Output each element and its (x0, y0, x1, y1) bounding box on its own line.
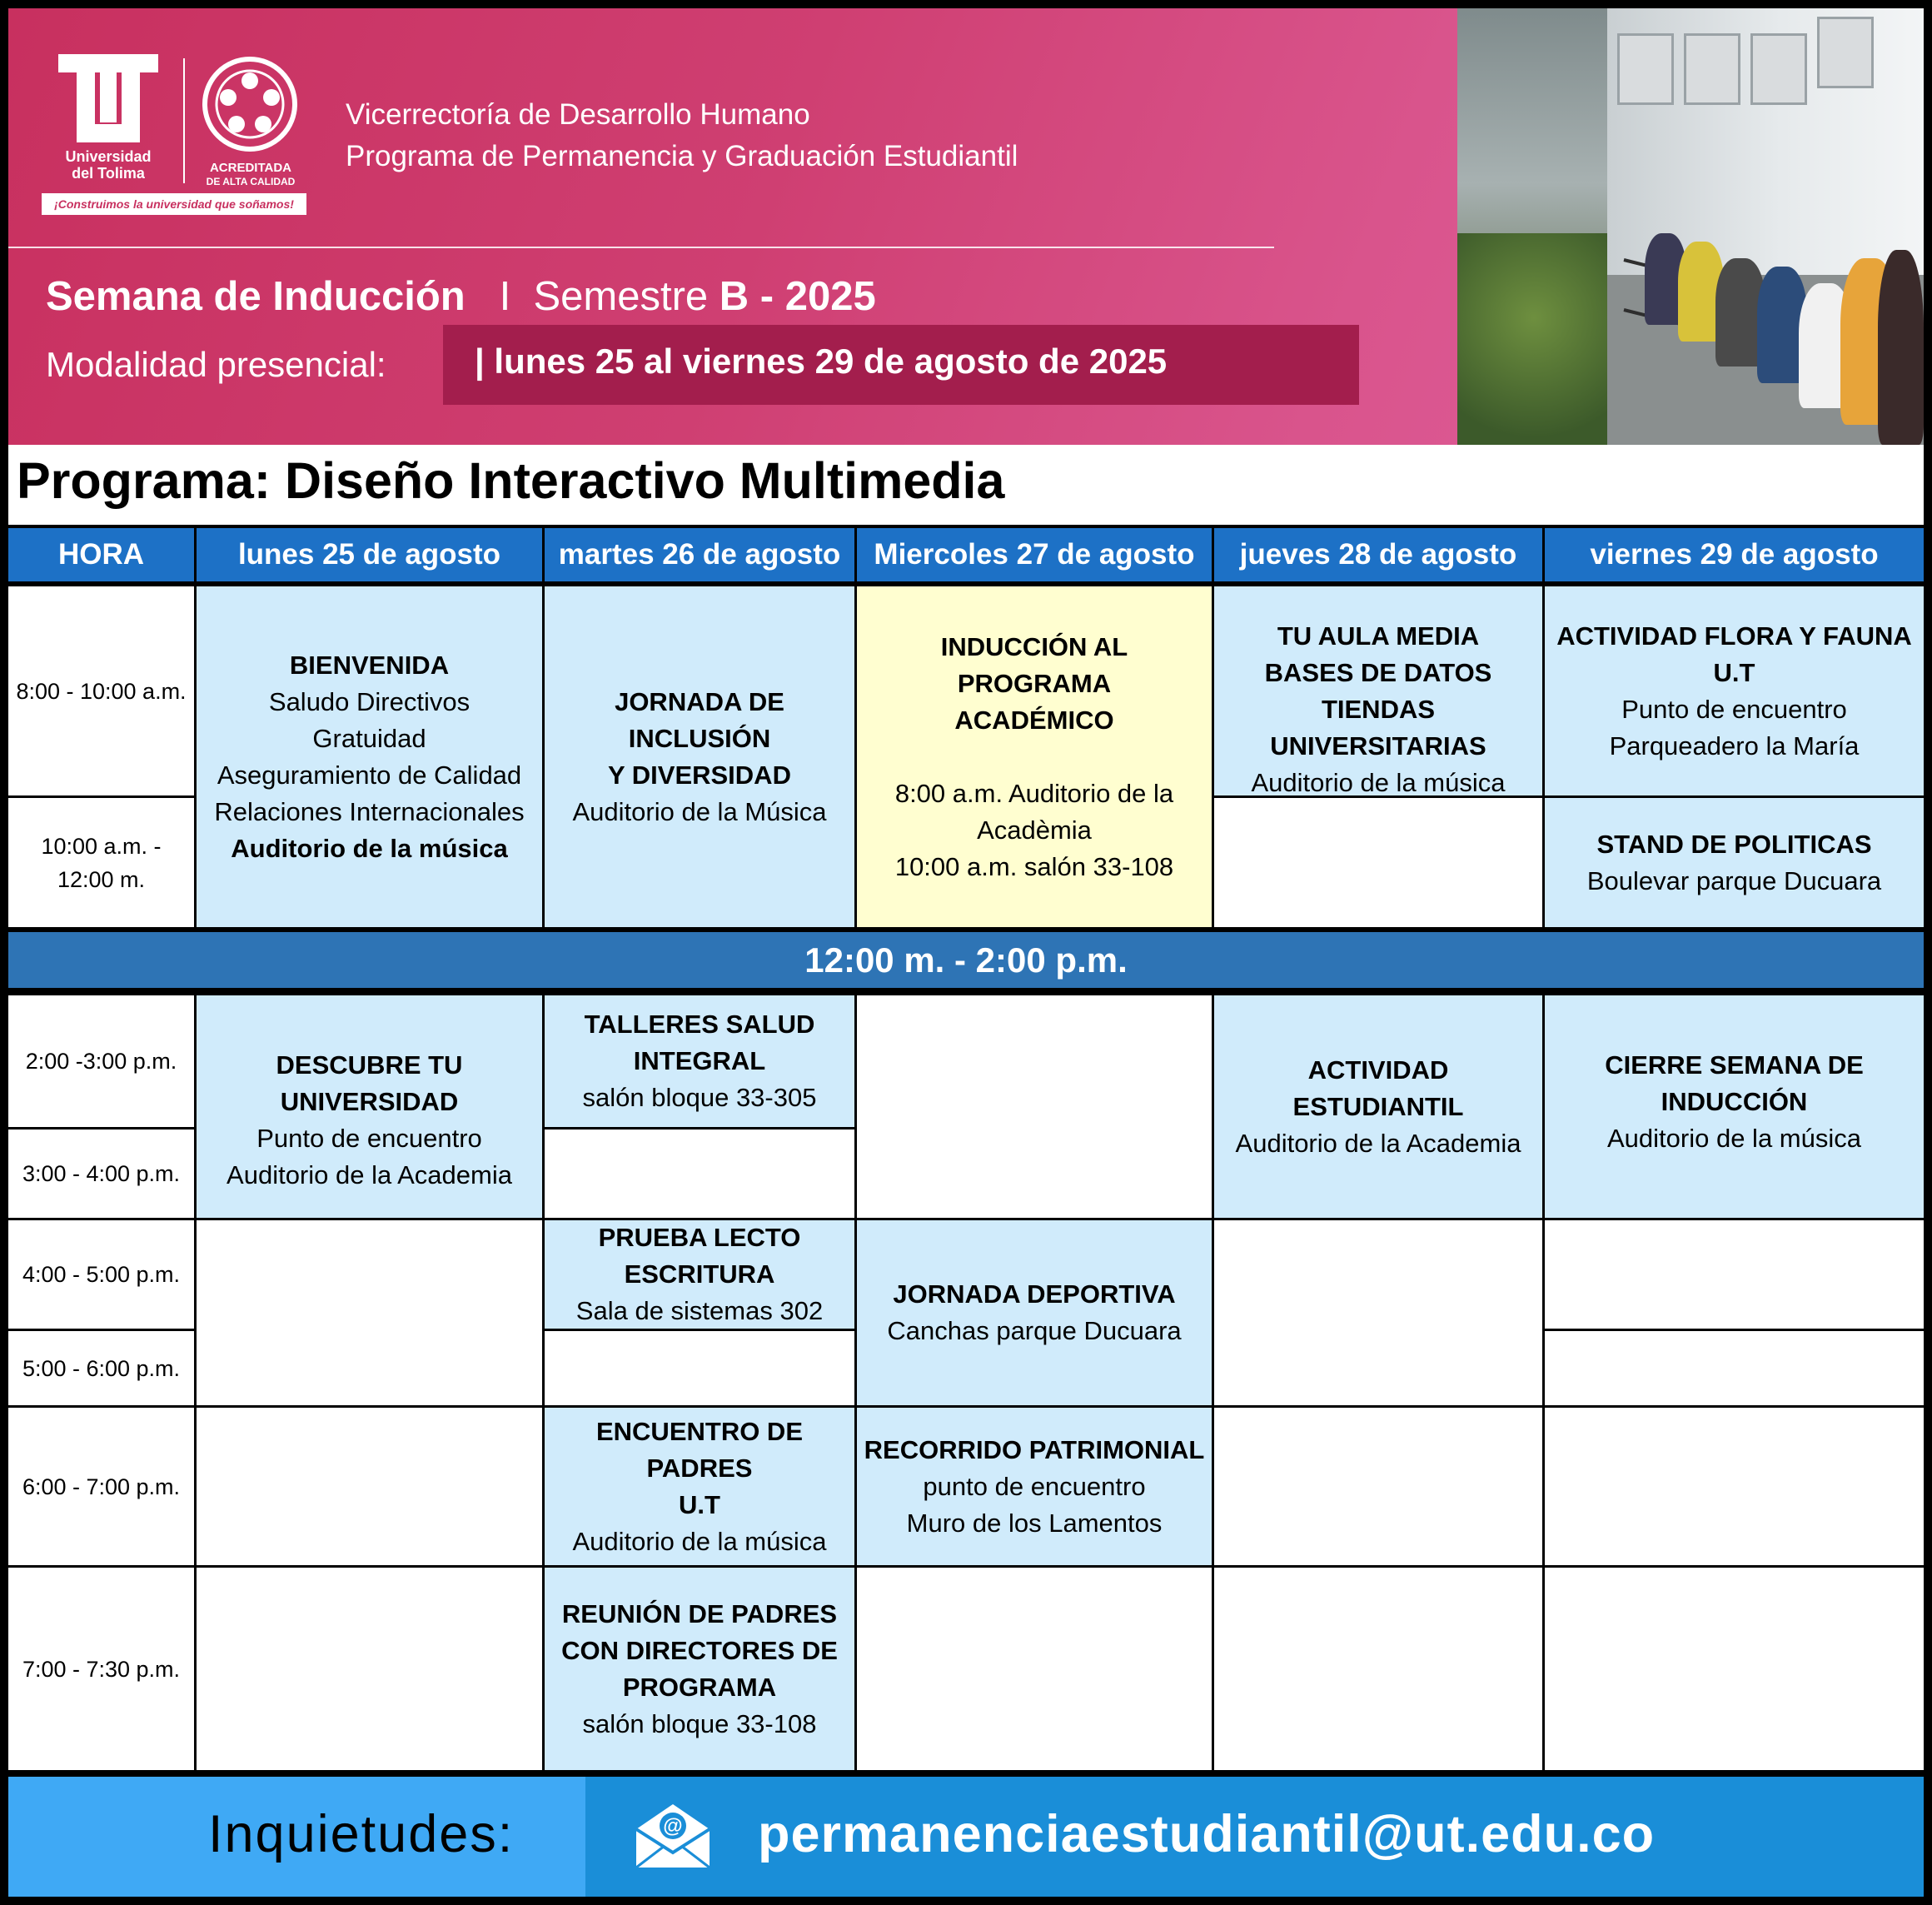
students-photo (1457, 8, 1924, 445)
event-encuentro-padres (545, 1408, 854, 1565)
event-line: Relaciones Internacionales (214, 796, 525, 826)
event-title: RECORRIDO PATRIMONIAL (864, 1434, 1205, 1464)
semestre-prefix: Semestre (533, 274, 709, 319)
event-title: REUNIÓN DE PADRES (561, 1598, 838, 1628)
semana-label: Semana de Inducción (46, 274, 466, 319)
event-title: ACADÉMICO (954, 705, 1114, 735)
semana-heading (46, 273, 876, 320)
ut-logo-name (42, 148, 175, 182)
event-title: ACTIVIDAD ESTUDIANTIL (1292, 1055, 1464, 1121)
event-prueba-lecto (545, 1220, 854, 1329)
lunch-break-band: 12:00 m. - 2:00 p.m. (8, 932, 1924, 988)
empty-slot (197, 1568, 542, 1770)
event-place: salón bloque 33-305 (582, 1083, 817, 1112)
programa-permanencia-text: Programa de Permanencia y Graduación Estudiantil (346, 140, 1018, 172)
time-slot-19 (8, 1568, 194, 1770)
event-line: Auditorio de la Academia (227, 1160, 512, 1189)
empty-slot (1545, 1331, 1924, 1405)
event-jornada-deportiva (857, 1220, 1212, 1405)
event-cierre-semana (1545, 995, 1924, 1218)
event-title: JORNADA DEPORTIVA (893, 1279, 1176, 1309)
event-place: Auditorio de la música (231, 833, 508, 863)
empty-slot (545, 1130, 854, 1218)
event-title: TALLERES SALUD (584, 1010, 815, 1039)
event-place: Auditorio de la música (1251, 768, 1506, 797)
event-title: TIENDAS UNIVERSITARIAS (1270, 695, 1486, 761)
time-slot-14 (8, 995, 194, 1127)
empty-slot (1214, 798, 1542, 927)
modalidad-label: Modalidad presencial: (46, 345, 386, 384)
event-line: punto de encuentro (923, 1471, 1146, 1501)
event-title: U.T (679, 1489, 720, 1519)
event-title: CON DIRECTORES DE (561, 1635, 838, 1665)
time-label: 3:00 - 4:00 p.m. (22, 1161, 181, 1186)
event-title: Y DIVERSIDAD (608, 760, 791, 790)
event-line: 10:00 a.m. salón 33-108 (894, 851, 1174, 881)
event-title: ESCRITURA (624, 1259, 775, 1289)
event-line: Muro de los Lamentos (906, 1508, 1163, 1538)
envelope-at-icon (631, 1801, 715, 1871)
event-title: STAND DE POLITICAS (1596, 829, 1872, 859)
semestre-value: B - 2025 (719, 274, 876, 319)
event-line: Aseguramiento de Calidad (217, 760, 522, 790)
time-label: 7:00 - 7:30 p.m. (22, 1656, 181, 1682)
inquietudes-label: Inquietudes: (208, 1805, 515, 1863)
event-talleres-salud (545, 995, 854, 1127)
event-actividad-estudiantil (1214, 995, 1542, 1218)
svg-text:@: @ (663, 1815, 683, 1838)
header-hora: HORA (8, 528, 194, 581)
header-wednesday: Miercoles 27 de agosto (857, 528, 1212, 581)
event-title: JORNADA DE INCLUSIÓN (615, 686, 784, 753)
event-place: Sala de sistemas 302 (575, 1296, 824, 1325)
time-slot-15 (8, 1130, 194, 1218)
event-jornada-inclusion (545, 586, 854, 927)
event-stand-politicas (1545, 798, 1924, 927)
event-descubre-universidad (197, 995, 542, 1218)
event-line: Parqueadero la María (1609, 731, 1860, 761)
empty-slot (857, 1568, 1212, 1770)
event-place: Auditorio de la Academia (1235, 1128, 1521, 1158)
event-tu-aula-media (1214, 586, 1542, 795)
empty-slot (1545, 1220, 1924, 1329)
accreditation-seal-icon (200, 54, 300, 154)
empty-slot (857, 995, 1212, 1218)
header-thursday: jueves 28 de agosto (1214, 528, 1542, 581)
event-title: CIERRE SEMANA DE (1605, 1050, 1864, 1080)
event-place: Auditorio de la Música (572, 796, 827, 826)
ut-name-line2: del Tolima (72, 165, 145, 182)
time-slot-10 (8, 798, 194, 927)
event-title: BIENVENIDA (289, 650, 450, 680)
accreditation-line1: ACREDITADA (209, 161, 292, 175)
dates-text: | lunes 25 al viernes 29 de agosto de 2025 (475, 342, 1168, 381)
event-title: INDUCCIÓN AL PROGRAMA (940, 631, 1128, 698)
empty-slot (197, 1220, 542, 1405)
empty-slot (1214, 1220, 1542, 1405)
empty-slot (1214, 1568, 1542, 1770)
event-place: Canchas parque Ducuara (887, 1316, 1182, 1345)
empty-slot (1214, 1408, 1542, 1565)
time-label: 6:00 - 7:00 p.m. (22, 1474, 181, 1499)
time-label: 4:00 - 5:00 p.m. (22, 1262, 181, 1287)
ut-logo-icon (58, 54, 158, 146)
empty-slot (1545, 1568, 1924, 1770)
time-label: 2:00 -3:00 p.m. (25, 1049, 177, 1074)
time-label: 5:00 - 6:00 p.m. (22, 1355, 181, 1381)
event-line: Acadèmia (977, 815, 1092, 845)
logo-divider (183, 58, 185, 183)
accreditation-text (193, 162, 308, 188)
empty-slot (197, 1408, 542, 1565)
time-slot-8 (8, 586, 194, 795)
time-label-line2: 12:00 m. (57, 866, 146, 892)
empty-slot (545, 1331, 854, 1405)
event-title: INDUCCIÓN (1661, 1087, 1808, 1116)
ut-name-line1: Universidad (65, 148, 152, 165)
contact-email[interactable]: permanenciaestudiantil@ut.edu.co (758, 1805, 1656, 1863)
program-title: Programa: Diseño Interactivo Multimedia (17, 452, 1005, 509)
empty-slot (1545, 1408, 1924, 1565)
banner-divider (8, 247, 1274, 248)
event-line: Punto de encuentro (256, 1124, 482, 1153)
ut-tagline: ¡Construimos la universidad que soñamos! (42, 193, 306, 215)
event-place: Auditorio de la música (1607, 1124, 1861, 1153)
event-place: salón bloque 33-108 (582, 1708, 817, 1738)
event-title: ACTIVIDAD FLORA Y FAUNA (1556, 621, 1912, 651)
event-line: 8:00 a.m. Auditorio de la (894, 778, 1174, 808)
event-induccion-programa (857, 586, 1212, 927)
event-line: Punto de encuentro (1621, 695, 1847, 724)
event-line: Gratuidad (312, 723, 426, 753)
vicerrectoria-text: Vicerrectoría de Desarrollo Humano (346, 98, 810, 131)
header-tuesday: martes 26 de agosto (545, 528, 854, 581)
event-place: Auditorio de la música (572, 1526, 827, 1556)
semana-separator: I (499, 274, 511, 319)
header-monday: lunes 25 de agosto (197, 528, 542, 581)
event-title: BASES DE DATOS (1264, 658, 1492, 687)
event-recorrido-patrimonial (857, 1408, 1212, 1565)
time-slot-17 (8, 1331, 194, 1405)
event-place: Boulevar parque Ducuara (1586, 865, 1882, 895)
event-flora-fauna (1545, 586, 1924, 795)
event-title: TU AULA MEDIA (1277, 621, 1480, 651)
event-reunion-padres (545, 1568, 854, 1770)
time-slot-18 (8, 1408, 194, 1565)
header-friday: viernes 29 de agosto (1545, 528, 1924, 581)
event-title: INTEGRAL (633, 1046, 766, 1075)
event-bienvenida (197, 586, 542, 927)
title-strip (8, 445, 1924, 525)
time-label-line1: 10:00 a.m. - (41, 833, 162, 859)
event-title: PRUEBA LECTO (598, 1223, 801, 1252)
event-title: U.T (1713, 658, 1755, 687)
event-title: ENCUENTRO DE PADRES (595, 1416, 803, 1483)
time-slot-16 (8, 1220, 194, 1329)
event-title: PROGRAMA (622, 1672, 777, 1702)
header-banner (8, 8, 1924, 445)
accreditation-line2: DE ALTA CALIDAD (206, 176, 296, 187)
event-title: DESCUBRE TU UNIVERSIDAD (276, 1050, 463, 1116)
event-line: Saludo Directivos (268, 686, 471, 716)
time-label: 8:00 - 10:00 a.m. (16, 678, 187, 704)
